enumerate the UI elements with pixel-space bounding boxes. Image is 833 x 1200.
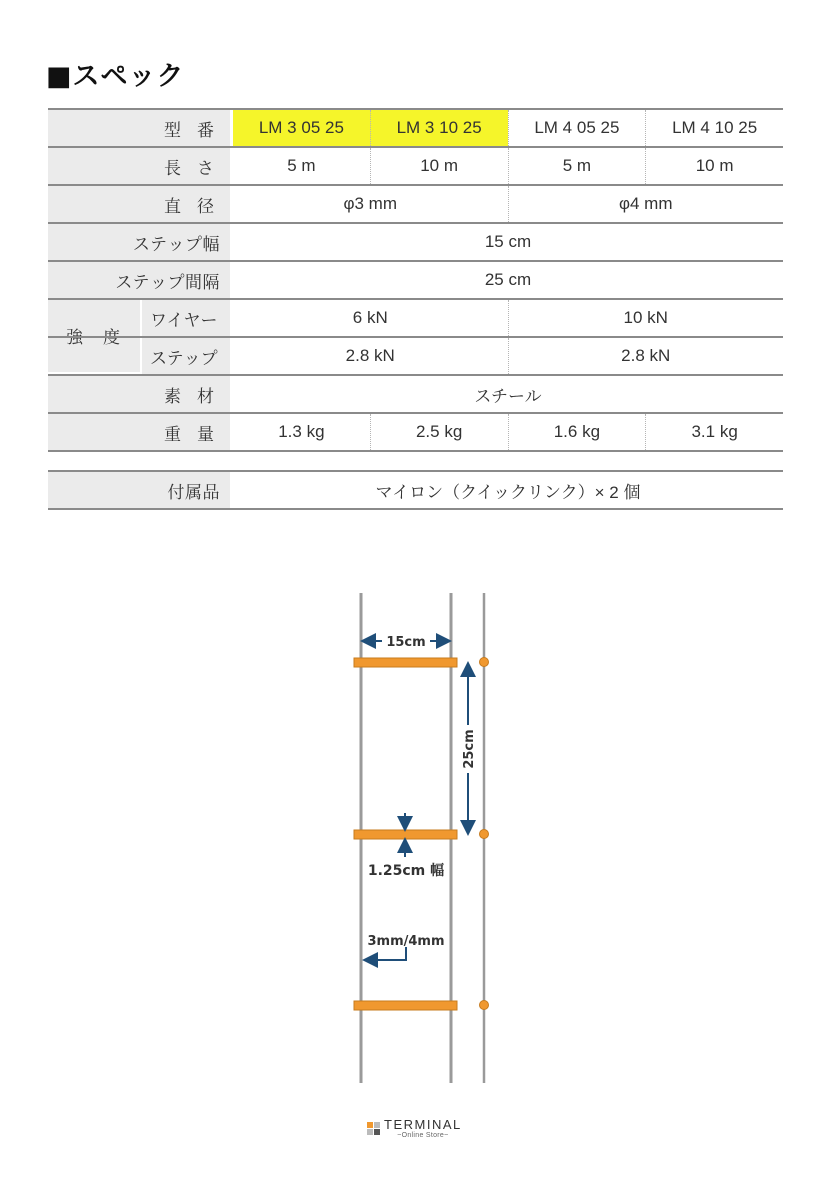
header-accessories: 付属品 <box>48 472 230 508</box>
step-rung <box>354 830 457 839</box>
length-cell: 5 m <box>287 156 316 175</box>
header-material: 素材 <box>48 376 230 412</box>
diameter-cell: φ4 mm <box>508 186 784 222</box>
row-diameter <box>48 184 783 222</box>
step-interval-cell: 25 cm <box>484 270 532 289</box>
row-step-width <box>48 222 783 260</box>
length-cell: 10 m <box>645 148 783 184</box>
row-step-interval <box>48 260 783 298</box>
step-strength-cell: 2.8 kN <box>345 346 395 365</box>
header-step: ステップ <box>142 338 230 374</box>
model-cell: LM 3 10 25 <box>370 110 508 146</box>
row-accessories <box>48 470 783 510</box>
wire-strength-cell: 10 kN <box>508 300 784 336</box>
weight-cell: 1.6 kg <box>508 414 646 450</box>
section-title: ■スペック <box>46 61 185 92</box>
header-wire: ワイヤー <box>142 300 230 336</box>
header-weight: 重量 <box>48 414 230 450</box>
length-cell: 5 m <box>508 148 646 184</box>
strength-group <box>48 298 783 374</box>
interval-label: 25cm <box>462 729 477 769</box>
model-cell: LM 4 10 25 <box>645 110 783 146</box>
step-width-label: 15cm <box>386 635 426 650</box>
row-wire-strength <box>48 298 783 336</box>
header-step-width: ステップ幅 <box>48 224 230 260</box>
step-end-dot <box>480 658 489 667</box>
model-cell: LM 3 05 25 <box>233 110 370 146</box>
model-cell: LM 4 05 25 <box>508 110 646 146</box>
length-cell: 10 m <box>370 148 508 184</box>
wire-strength-cell: 6 kN <box>352 308 388 327</box>
diameter-cell: φ3 mm <box>343 194 398 213</box>
material-cell: スチール <box>474 386 542 406</box>
weight-cell: 1.3 kg <box>278 422 325 441</box>
step-thickness-label: 1.25cm 幅 <box>367 863 445 879</box>
header-step-interval: ステップ間隔 <box>48 262 230 298</box>
weight-cell: 3.1 kg <box>645 414 783 450</box>
step-width-cell: 15 cm <box>484 232 532 251</box>
step-end-dot <box>480 1001 489 1010</box>
header-strength: 強度 <box>48 298 140 372</box>
step-rung <box>354 658 457 667</box>
weight-cell: 2.5 kg <box>370 414 508 450</box>
logo-name: TERMINAL <box>384 1117 462 1132</box>
header-model: 型番 <box>48 110 230 146</box>
row-step-strength <box>48 336 783 374</box>
step-strength-cell: 2.8 kN <box>508 338 784 374</box>
logo-mark-icon <box>367 1122 381 1136</box>
wire-diameter-label: 3mm/4mm <box>367 934 445 949</box>
row-weight <box>48 412 783 452</box>
row-model <box>48 108 783 146</box>
header-diameter: 直径 <box>48 186 230 222</box>
step-rung <box>354 1001 457 1010</box>
accessories-cell: マイロン（クイックリンク）× 2 個 <box>375 482 641 502</box>
row-material <box>48 374 783 412</box>
terminal-logo <box>367 1118 462 1139</box>
row-length <box>48 146 783 184</box>
ladder-diagram <box>330 585 510 1090</box>
step-end-dot <box>480 830 489 839</box>
spec-table <box>48 108 783 510</box>
logo-subtitle: ~Online Store~ <box>397 1132 449 1139</box>
header-length: 長さ <box>48 148 230 184</box>
